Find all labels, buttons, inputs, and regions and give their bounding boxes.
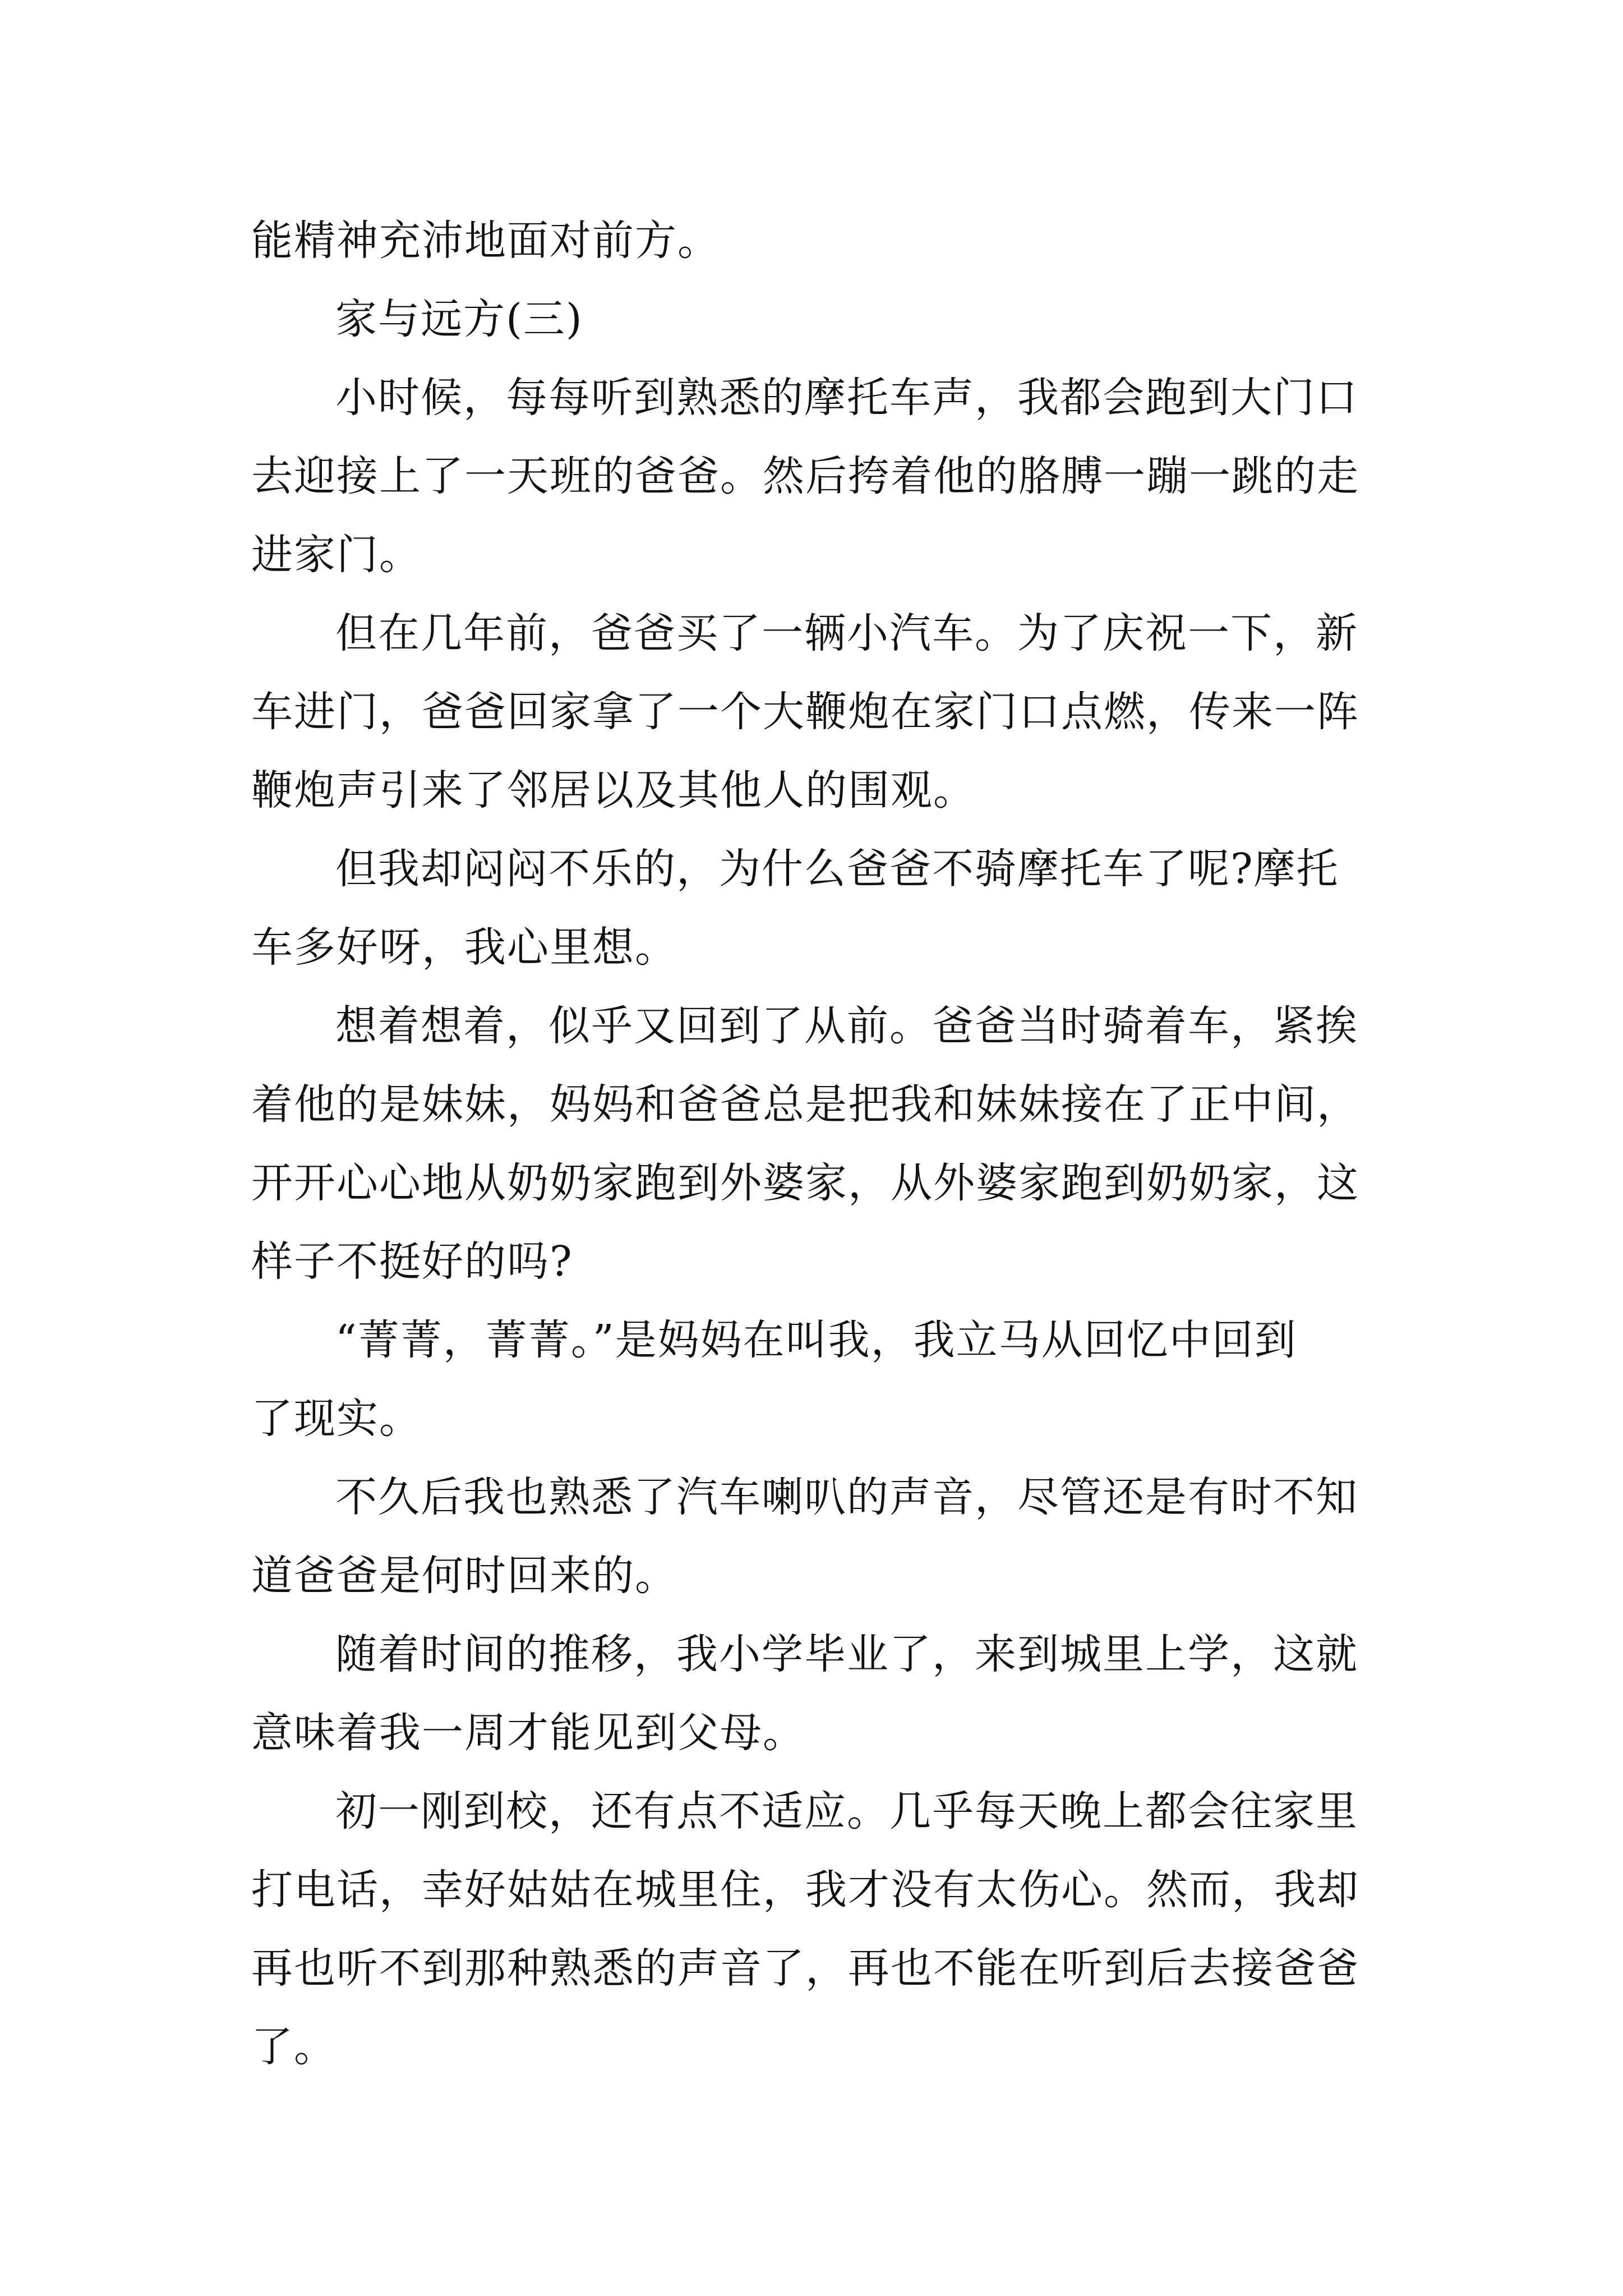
- text-line: 车多好呀，我心里想。: [251, 923, 677, 972]
- text-line: 不久后我也熟悉了汽车喇叭的声音，尽管还是有时不知: [335, 1473, 1358, 1521]
- text-line: 再也听不到那种熟悉的声音了，再也不能在听到后去接爸爸: [251, 1944, 1359, 1993]
- text-line: 想着想着，似乎又回到了从前。爸爸当时骑着车，紧挨: [335, 1002, 1358, 1050]
- text-line: 进家门。: [251, 531, 422, 579]
- text-line: 着他的是妹妹，妈妈和爸爸总是把我和妹妹接在了正中间，: [251, 1080, 1359, 1129]
- text-line: 打电话，幸好姑姑在城里住，我才没有太伤心。然而，我却: [251, 1866, 1359, 1914]
- text-line: 去迎接上了一天班的爸爸。然后挎着他的胳膊一蹦一跳的走: [251, 452, 1359, 500]
- text-line: 初一刚到校，还有点不适应。几乎每天晚上都会往家里: [335, 1787, 1358, 1835]
- text-line: 但我却闷闷不乐的，为什么爸爸不骑摩托车了呢?摩托: [335, 845, 1339, 893]
- text-line: 但在几年前，爸爸买了一辆小汽车。为了庆祝一下，新: [335, 609, 1358, 657]
- text-line: 能精神充沛地面对前方。: [251, 217, 720, 265]
- text-line: 开开心心地从奶奶家跑到外婆家，从外婆家跑到奶奶家，这: [251, 1159, 1359, 1207]
- text-line: 小时候，每每听到熟悉的摩托车声，我都会跑到大门口: [335, 374, 1358, 422]
- section-heading: 家与远方(三): [335, 295, 583, 343]
- text-line: 道爸爸是何时回来的。: [251, 1552, 677, 1600]
- text-line: “菁菁，菁菁。”是妈妈在叫我，我立马从回忆中回到: [335, 1316, 1297, 1364]
- text-line: 了现实。: [251, 1395, 422, 1443]
- text-line: 了。: [251, 2023, 336, 2071]
- text-line: 意味着我一周才能见到父母。: [251, 1709, 805, 1757]
- text-line: 鞭炮声引来了邻居以及其他人的围观。: [251, 766, 976, 815]
- text-line: 车进门，爸爸回家拿了一个大鞭炮在家门口点燃，传来一阵: [251, 688, 1359, 736]
- text-line: 样子不挺好的吗?: [251, 1237, 573, 1286]
- text-line: 随着时间的推移，我小学毕业了，来到城里上学，这就: [335, 1630, 1358, 1678]
